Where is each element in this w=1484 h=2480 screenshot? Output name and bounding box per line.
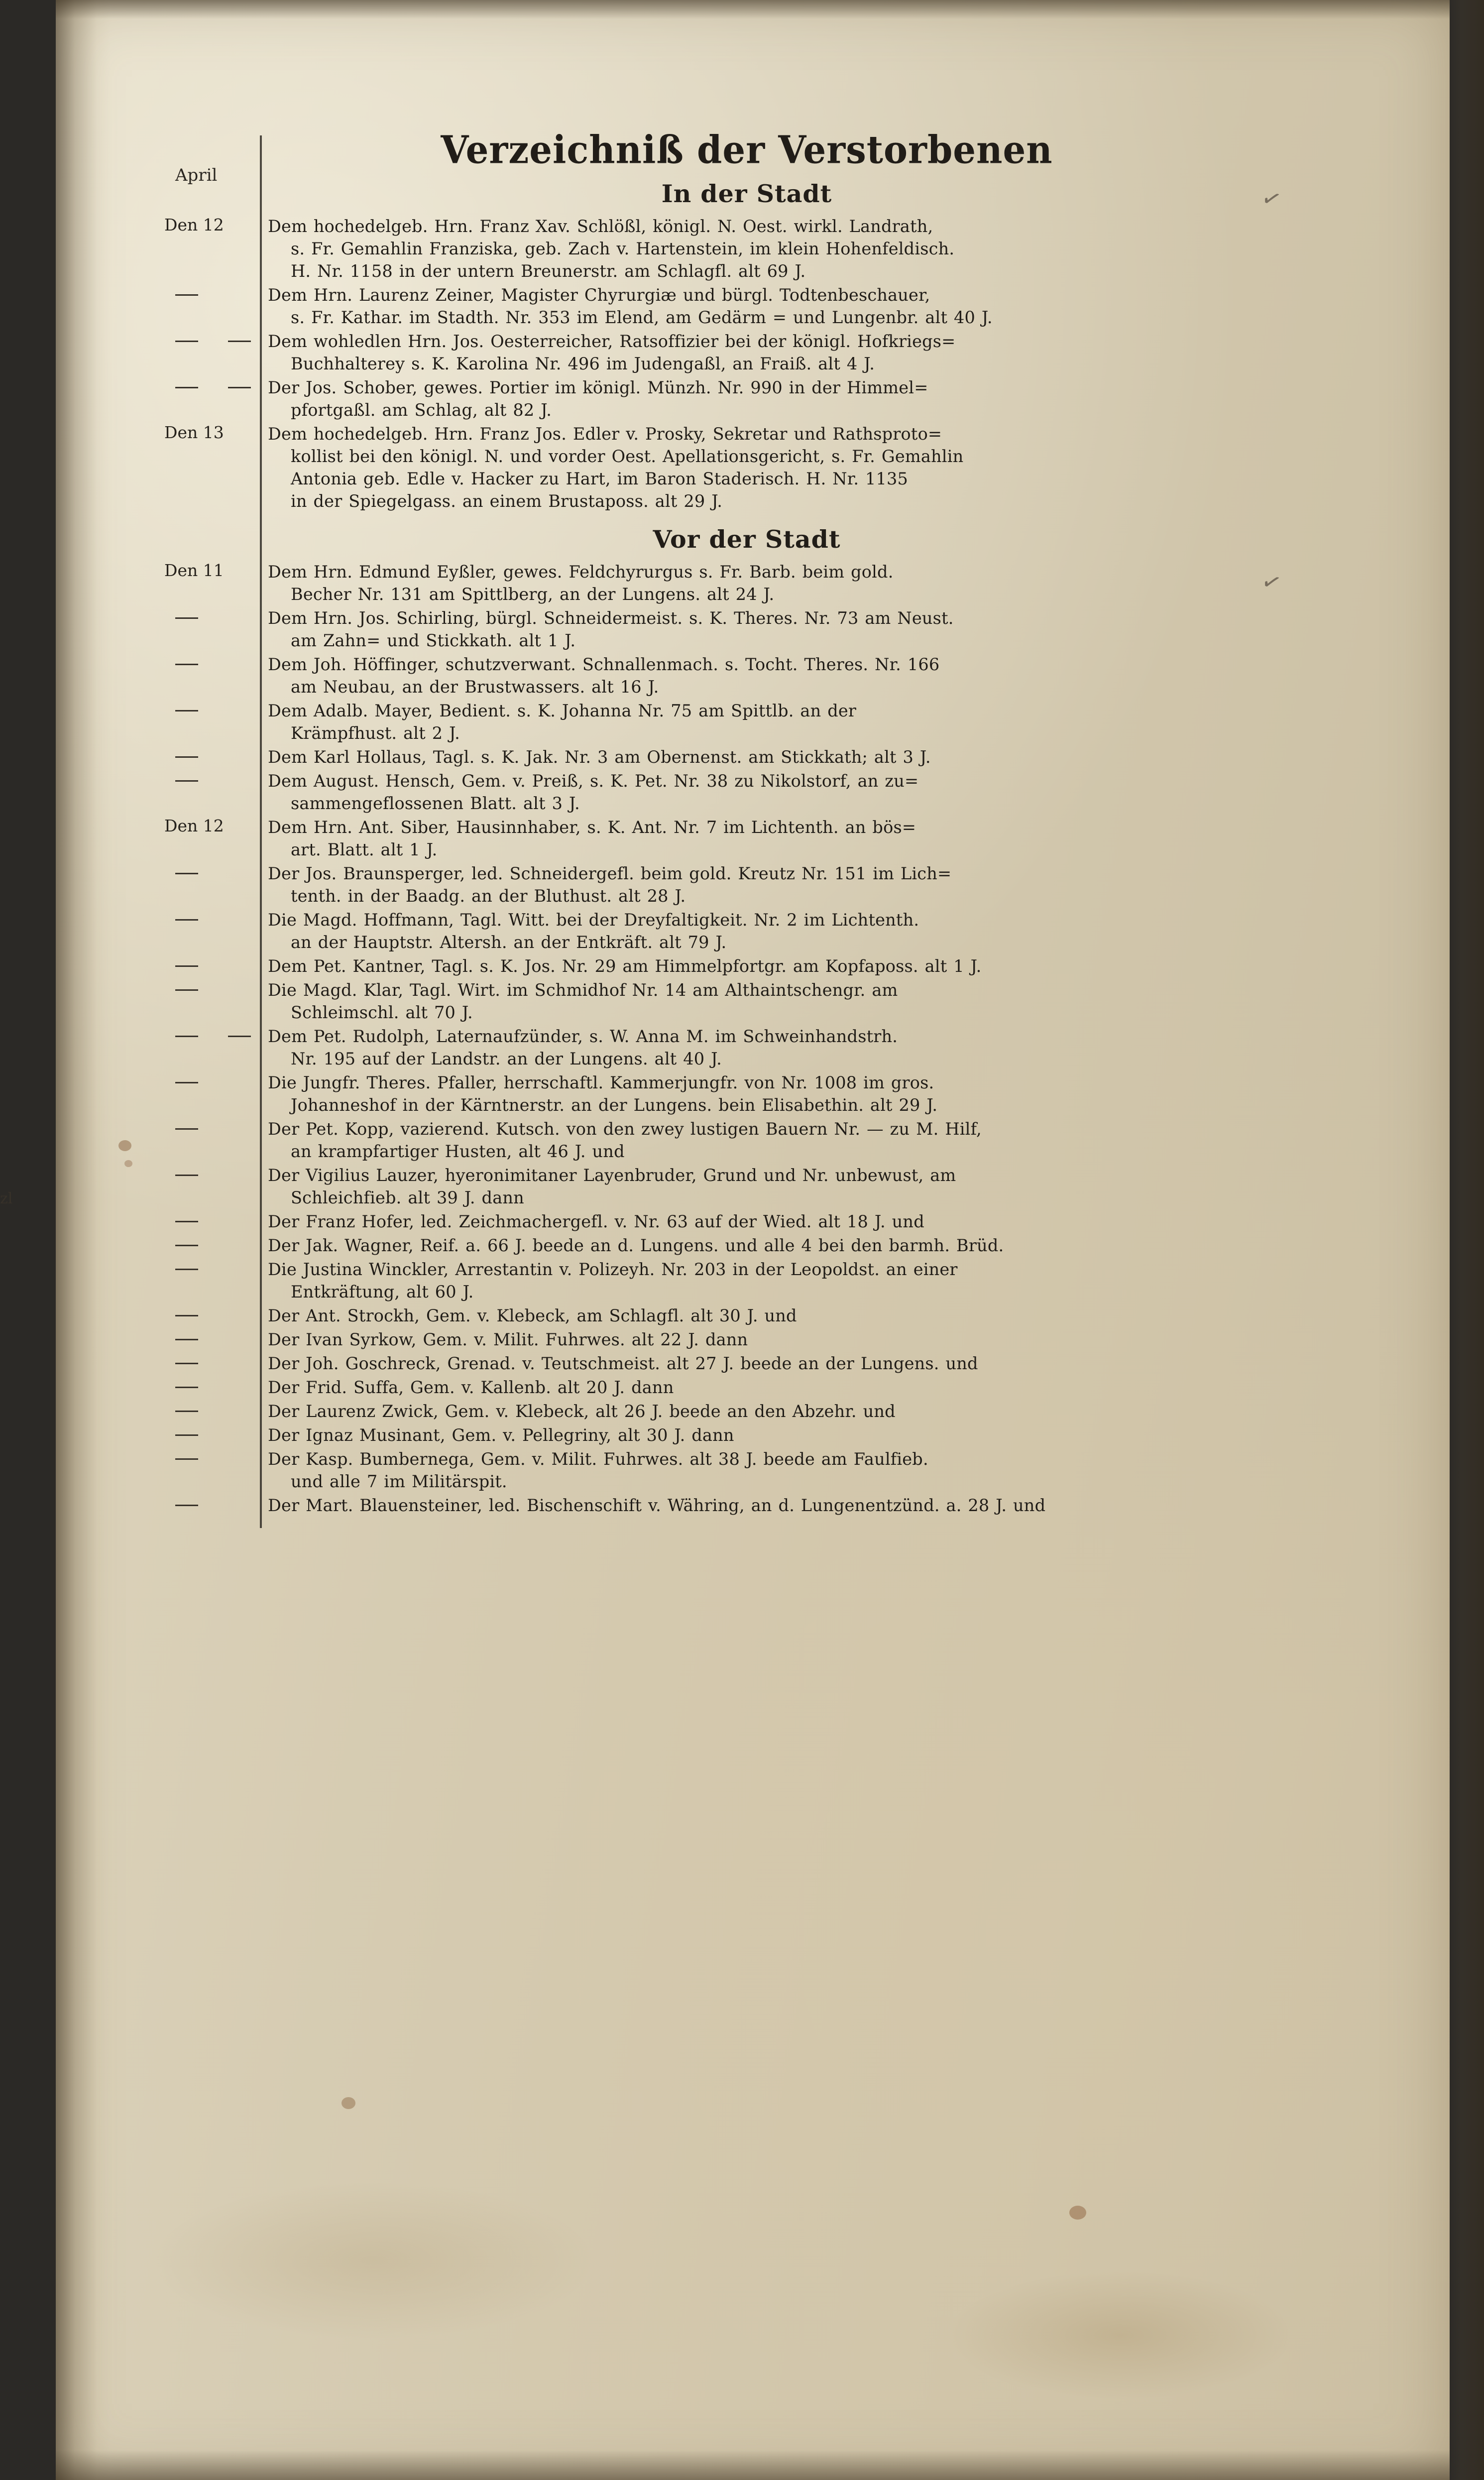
- entry-text-line: Dem Adalb. Mayer, Bedient. s. K. Johanna Nr. 75 am Spittlb. an der: [268, 701, 857, 720]
- entry-text: [268, 1210, 1264, 1233]
- entry-row: [164, 1494, 1264, 1517]
- entry-row: [164, 215, 1264, 282]
- entry-day: [164, 330, 260, 350]
- entry-day: Den 13: [164, 423, 224, 442]
- entry-text-line: am Zahn= und Stickkath. alt 1 J.: [291, 631, 576, 650]
- entry-row: [164, 1164, 1264, 1209]
- entry-row: [164, 423, 1264, 512]
- entry-day: [164, 1258, 260, 1278]
- entry-row: [164, 1025, 1264, 1070]
- entry-day: [164, 1071, 260, 1091]
- entry-row: [164, 1210, 1264, 1233]
- entry-row: [164, 1328, 1264, 1351]
- entry-row: [164, 1071, 1264, 1116]
- entry-day: [164, 1376, 260, 1396]
- entry-text: [268, 1376, 1264, 1399]
- entry-row: [164, 376, 1264, 421]
- entry-text-line: tenth. in der Baadg. an der Bluthust. alt 28 J.: [291, 886, 686, 906]
- right-edge-shadow: [1447, 0, 1484, 2480]
- section-heading-city: In der Stadt: [661, 179, 832, 208]
- entry-row: [164, 979, 1264, 1024]
- entry-text-line: Der Vigilius Lauzer, hyeronimitaner Layenbruder, Grund und Nr. unbewust, am: [268, 1166, 956, 1185]
- entry-row: [164, 746, 1264, 768]
- entry-day: [164, 376, 260, 396]
- entry-text: [268, 1494, 1264, 1517]
- section-heading-suburb: Vor der Stadt: [653, 525, 841, 554]
- entry-row: [164, 653, 1264, 698]
- entry-day: [164, 607, 260, 626]
- entry-text-line: Schleichfieb. alt 39 J. dann: [291, 1188, 524, 1207]
- entry-row: [164, 1234, 1264, 1257]
- entry-text-line: Der Jak. Wagner, Reif. a. 66 J. beede an d. Lungens. und alle 4 bei den barmh. Brüd.: [268, 1236, 1004, 1255]
- entry-row: [164, 770, 1264, 815]
- entry-text-line: Der Jos. Schober, gewes. Portier im königl. Münzh. Nr. 990 in der Himmel=: [268, 378, 928, 397]
- entry-text-line: kollist bei den königl. N. und vorder Oest. Apellationsgericht, s. Fr. Gemahlin: [291, 447, 964, 466]
- entry-day: [164, 1448, 260, 1467]
- entry-row: [164, 816, 1264, 861]
- entry-text-line: art. Blatt. alt 1 J.: [291, 840, 438, 859]
- entry-day: [164, 1424, 260, 1443]
- entry-text-line: Antonia geb. Edle v. Hacker zu Hart, im Baron Staderisch. H. Nr. 1135: [291, 469, 909, 488]
- entry-text-line: s. Fr. Kathar. im Stadth. Nr. 353 im Elend, am Gedärm = und Lungenbr. alt 40 J.: [291, 308, 993, 327]
- entry-text-line: Dem Joh. Höffinger, schutzverwant. Schnallenmach. s. Tocht. Theres. Nr. 166: [268, 655, 940, 674]
- entry-row: [164, 909, 1264, 953]
- suburb-entry-list: [164, 561, 1264, 1518]
- city-entry-list: [164, 215, 1264, 514]
- month-label: April: [175, 165, 218, 185]
- entry-text: [268, 700, 1264, 744]
- entry-text: [268, 1400, 1264, 1422]
- entry-text-line: Der Kasp. Bumbernega, Gem. v. Milit. Fuhrwes. alt 38 J. beede am Faulfieb.: [268, 1449, 928, 1469]
- entry-day: [164, 1352, 260, 1372]
- entry-text-line: Dem Hrn. Edmund Eyßler, gewes. Feldchyrurgus s. Fr. Barb. beim gold.: [268, 562, 894, 582]
- entry-row: [164, 1118, 1264, 1163]
- entry-row: [164, 1352, 1264, 1375]
- entry-text: [268, 653, 1264, 698]
- entry-text: [268, 330, 1264, 375]
- entry-text: [268, 376, 1264, 421]
- entry-row: [164, 1376, 1264, 1399]
- ink-check-mark: ✓: [1258, 566, 1285, 598]
- entry-day: [164, 770, 260, 789]
- entry-day: Den 11: [164, 561, 224, 580]
- ink-check-mark: ✓: [1258, 183, 1285, 215]
- entry-text: [268, 862, 1264, 907]
- entry-text-line: Der Ant. Strockh, Gem. v. Klebeck, am Schlagfl. alt 30 J. und: [268, 1306, 797, 1325]
- entry-text-line: Dem Pet. Rudolph, Laternaufzünder, s. W. Anna M. im Schweinhandstrh.: [268, 1027, 898, 1046]
- entry-text-line: Dem Hrn. Laurenz Zeiner, Magister Chyrurgiæ und bürgl. Todtenbeschauer,: [268, 285, 930, 305]
- entry-row: [164, 1424, 1264, 1446]
- bottom-edge-shadow: [56, 2450, 1450, 2480]
- entry-text: [268, 770, 1264, 815]
- entry-text-line: Entkräftung, alt 60 J.: [291, 1282, 474, 1301]
- entry-day: [164, 1400, 260, 1419]
- entry-row: [164, 561, 1264, 605]
- entry-text-line: Nr. 195 auf der Landstr. an der Lungens. alt 40 J.: [291, 1049, 722, 1068]
- entry-row: [164, 1258, 1264, 1303]
- entry-text: [268, 955, 1264, 977]
- entry-day: [164, 1304, 260, 1324]
- entry-text-line: Buchhalterey s. K. Karolina Nr. 496 im Judengaßl, an Fraiß. alt 4 J.: [291, 354, 875, 373]
- entry-text: [268, 1258, 1264, 1303]
- entry-day: [164, 955, 260, 974]
- entry-text-line: Becher Nr. 131 am Spittlberg, an der Lungens. alt 24 J.: [291, 585, 775, 604]
- entry-text-line: Die Jungfr. Theres. Pfaller, herrschaftl. Kammerjungfr. von Nr. 1008 im gros.: [268, 1073, 934, 1092]
- entry-text-line: Der Laurenz Zwick, Gem. v. Klebeck, alt 26 J. beede an den Abzehr. und: [268, 1402, 896, 1421]
- entry-day: Den 12: [164, 215, 224, 235]
- entry-text-line: Der Ignaz Musinant, Gem. v. Pellegriny, alt 30 J. dann: [268, 1425, 734, 1445]
- page-title: Verzeichniß der Verstorbenen: [441, 127, 1053, 172]
- entry-day: [164, 979, 260, 998]
- entry-text: [268, 979, 1264, 1024]
- entry-text: [268, 816, 1264, 861]
- entry-text-line: Die Magd. Klar, Tagl. Wirt. im Schmidhof Nr. 14 am Althaintschengr. am: [268, 980, 898, 1000]
- entry-text-line: Dem hochedelgeb. Hrn. Franz Jos. Edler v. Prosky, Sekretar und Rathsproto=: [268, 424, 942, 444]
- entry-text-line: Der Franz Hofer, led. Zeichmachergefl. v. Nr. 63 auf der Wied. alt 18 J. und: [268, 1212, 924, 1231]
- entry-day: [164, 909, 260, 928]
- entry-text-line: Dem August. Hensch, Gem. v. Preiß, s. K. Pet. Nr. 38 zu Nikolstorf, an zu=: [268, 771, 919, 791]
- entry-text: [268, 607, 1264, 652]
- entry-day: [164, 1328, 260, 1348]
- entry-row: [164, 330, 1264, 375]
- entry-row: [164, 1448, 1264, 1493]
- entry-text-line: Dem wohledlen Hrn. Jos. Oesterreicher, Ratsoffizier bei der königl. Hofkriegs=: [268, 332, 956, 351]
- entry-text-line: s. Fr. Gemahlin Franziska, geb. Zach v. Hartenstein, im klein Hohenfeldisch.: [291, 239, 955, 258]
- entry-text: [268, 1071, 1264, 1116]
- entry-day: [164, 1118, 260, 1137]
- entry-text-line: Der Mart. Blauensteiner, led. Bischenschift v. Währing, an d. Lungenentzünd. a. 28 J. und: [268, 1496, 1046, 1515]
- entry-day: [164, 862, 260, 882]
- entry-text: [268, 1025, 1264, 1070]
- entry-text: [268, 1164, 1264, 1209]
- entry-text: [268, 561, 1264, 605]
- entry-text-line: Die Magd. Hoffmann, Tagl. Witt. bei der Dreyfaltigkeit. Nr. 2 im Lichtenth.: [268, 910, 919, 930]
- entry-text-line: Der Frid. Suffa, Gem. v. Kallenb. alt 20 J. dann: [268, 1378, 674, 1397]
- entry-row: [164, 700, 1264, 744]
- entry-row: [164, 955, 1264, 977]
- entry-text-line: an krampfartiger Husten, alt 46 J. und: [291, 1142, 625, 1161]
- entry-text-line: H. Nr. 1158 in der untern Breunerstr. am Schlagfl. alt 69 J.: [291, 261, 806, 281]
- entry-day: [164, 746, 260, 765]
- entry-text: [268, 284, 1264, 329]
- entry-text: [268, 1352, 1264, 1375]
- entry-text-line: Dem Karl Hollaus, Tagl. s. K. Jak. Nr. 3 am Obernenst. am Stickkath; alt 3 J.: [268, 747, 931, 767]
- entry-text: [268, 1118, 1264, 1163]
- entry-text: [268, 1448, 1264, 1493]
- entry-row: [164, 284, 1264, 329]
- entry-text-line: Dem Hrn. Jos. Schirling, bürgl. Schneidermeist. s. K. Theres. Nr. 73 am Neust.: [268, 608, 954, 628]
- entry-text: [268, 423, 1264, 512]
- entry-text: [268, 1304, 1264, 1327]
- entry-row: [164, 1304, 1264, 1327]
- entry-text: [268, 1234, 1264, 1257]
- entry-text-line: sammengeflossenen Blatt. alt 3 J.: [291, 794, 580, 813]
- entry-text: [268, 746, 1264, 768]
- entry-row: [164, 1400, 1264, 1422]
- entry-text-line: Krämpfhust. alt 2 J.: [291, 723, 460, 743]
- left-margin-mark: zl: [0, 1190, 13, 1207]
- entry-text-line: Die Justina Winckler, Arrestantin v. Polizeyh. Nr. 203 in der Leopoldst. an einer: [268, 1260, 958, 1279]
- entry-text-line: Dem Hrn. Ant. Siber, Hausinnhaber, s. K. Ant. Nr. 7 im Lichtenth. an bös=: [268, 818, 916, 837]
- entry-day: [164, 1025, 260, 1045]
- entry-text-line: Dem Pet. Kantner, Tagl. s. K. Jos. Nr. 29 am Himmelpfortgr. am Kopfaposs. alt 1 J.: [268, 956, 982, 976]
- entry-day: [164, 1234, 260, 1254]
- entry-day: [164, 1494, 260, 1514]
- entry-text-line: Dem hochedelgeb. Hrn. Franz Xav. Schlößl, königl. N. Oest. wirkl. Landrath,: [268, 217, 933, 236]
- top-edge-shadow: [56, 0, 1450, 19]
- entry-text-line: Der Ivan Syrkow, Gem. v. Milit. Fuhrwes. alt 22 J. dann: [268, 1330, 748, 1349]
- entry-text: [268, 1424, 1264, 1446]
- entry-day: Den 12: [164, 816, 224, 835]
- entry-text-line: am Neubau, an der Brustwassers. alt 16 J.: [291, 677, 659, 697]
- entry-day: [164, 700, 260, 719]
- entry-text-line: Der Pet. Kopp, vazierend. Kutsch. von den zwey lustigen Bauern Nr. — zu M. Hilf,: [268, 1119, 982, 1139]
- binding-gutter-shadow: [56, 0, 111, 2480]
- entry-text-line: Der Jos. Braunsperger, led. Schneidergefl. beim gold. Kreutz Nr. 151 im Lich=: [268, 864, 952, 883]
- entry-text-line: Schleimschl. alt 70 J.: [291, 1003, 473, 1022]
- entry-text-line: Johanneshof in der Kärntnerstr. an der Lungens. bein Elisabethin. alt 29 J.: [291, 1095, 938, 1115]
- entry-text-line: Der Joh. Goschreck, Grenad. v. Teutschmeist. alt 27 J. beede an der Lungens. und: [268, 1354, 978, 1373]
- entry-day: [164, 1210, 260, 1230]
- entry-text: [268, 215, 1264, 282]
- entry-text-line: pfortgaßl. am Schlag, alt 82 J.: [291, 400, 552, 420]
- entry-day: [164, 653, 260, 673]
- entry-text-line: und alle 7 im Militärspit.: [291, 1472, 507, 1491]
- entry-text: [268, 909, 1264, 953]
- entry-row: [164, 862, 1264, 907]
- entry-row: [164, 607, 1264, 652]
- entry-day: [164, 284, 260, 303]
- entry-day: [164, 1164, 260, 1183]
- entry-text-line: in der Spiegelgass. an einem Brustaposs. alt 29 J.: [291, 491, 723, 511]
- entry-text-line: an der Hauptstr. Altersh. an der Entkräft. alt 79 J.: [291, 933, 727, 952]
- entry-text: [268, 1328, 1264, 1351]
